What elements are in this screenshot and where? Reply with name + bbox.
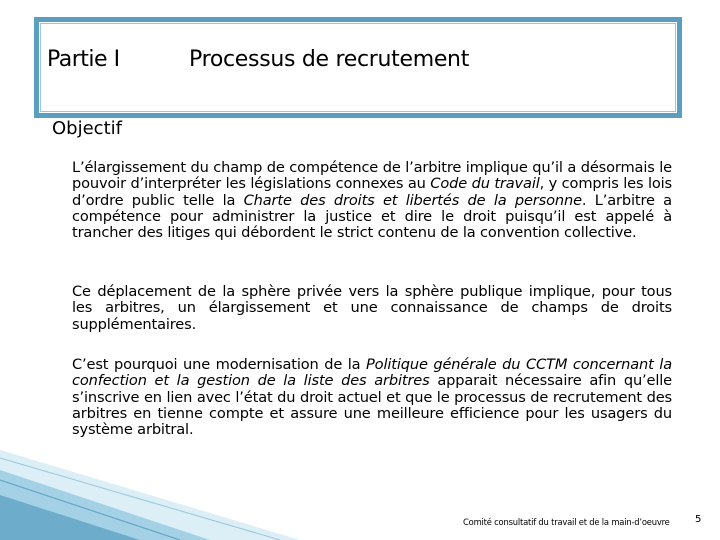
part-label: Partie I (47, 47, 120, 72)
paragraph-1 (72, 160, 672, 241)
paragraph-2 (72, 284, 672, 333)
paragraph-text: Ce déplacement de la sphère privée vers la sphère publique implique, pour tous les arbitres, un élargissement et une connaissance de champs de droits supplémentaires. (72, 283, 672, 333)
italic-title-text: Code du travail (430, 175, 540, 193)
paragraph-text: L’élargissement du champ de compétence de l’arbitre implique qu’il a désormais le pouvoir d’interpréter les législations connexes au (72, 159, 672, 193)
title-box (34, 17, 682, 118)
paragraph-text: . L’arbitre a compétence pour administrer la justice et dire le droit puisqu’il est appelé à trancher des litiges qui débordent le strict contenu de la convention collective. (72, 191, 672, 242)
italic-title-text: Charte des droits et libertés de la personne (243, 191, 582, 209)
paragraph-text: apparait nécessaire afin qu’elle s’inscrive en lien avec l’état du droit actuel et que le processus de recrutement des arbitres en tienne compte et assure une meilleure efficience pour les usagers du système arbitral. (72, 372, 673, 439)
paragraph-3 (72, 357, 672, 438)
decorative-corner-graphic (0, 450, 300, 540)
italic-title-text: Politique générale du CCTM concernant la confection et la gestion de la liste des arbitres (72, 356, 672, 390)
page-number: 5 (695, 514, 702, 525)
footer-organization: Comité consultatif du travail et de la main-d’oeuvre (463, 517, 670, 527)
page-title: Processus de recrutement (189, 47, 470, 72)
objective-heading: Objectif (52, 118, 122, 139)
paragraph-text: , y compris les lois d’ordre public telle la (72, 175, 672, 209)
paragraph-text: C’est pourquoi une modernisation de la (72, 356, 367, 373)
